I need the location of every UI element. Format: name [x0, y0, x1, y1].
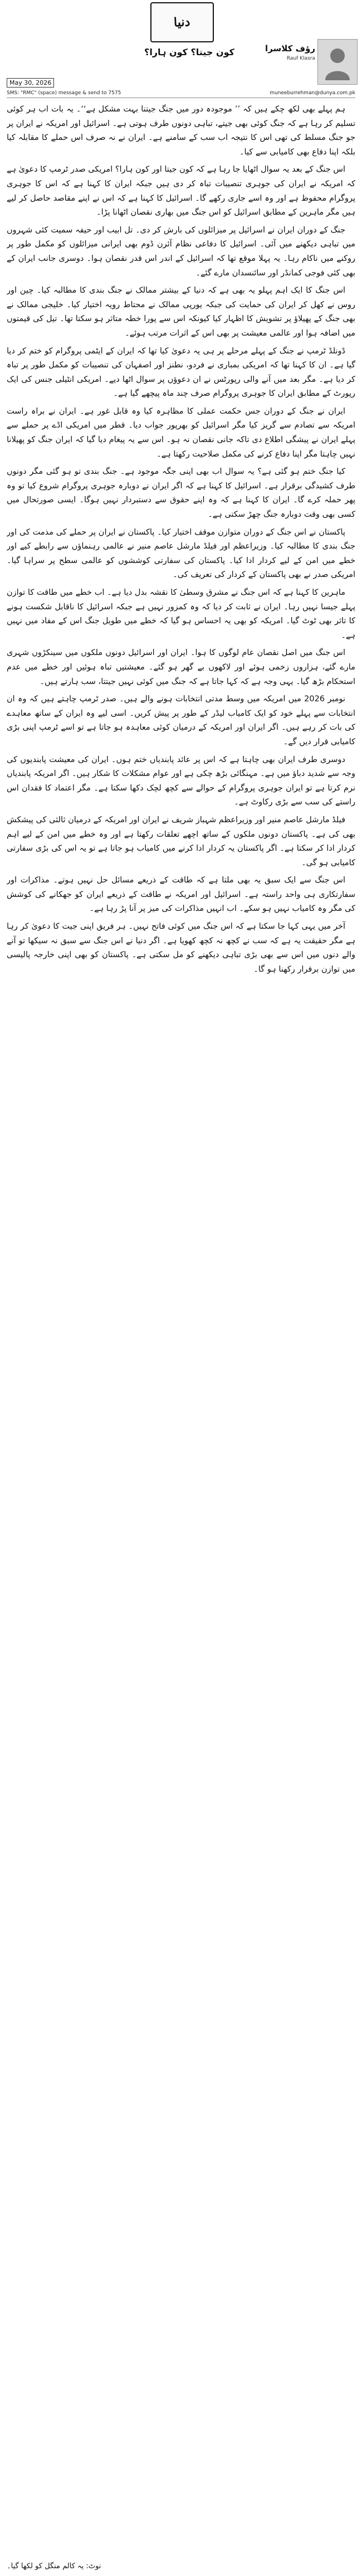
paragraph: کیا جنگ ختم ہو گئی ہے؟ یہ سوال اب بھی اپنی جگہ موجود ہے۔ جنگ بندی تو ہو گئی مگر دونوں طرف کشیدگی برقرار ہے۔ اسرائیل کا کہنا ہے کہ اگر ایران نے دوبارہ جوہری پروگرام شروع کیا تو وہ پھر حملہ کرے گا۔ ایران کا کہنا ہے کہ وہ اپنے حقوق سے دستبردار نہیں ہوگا۔ ایسی صورتحال میں کسی بھی وقت دوبارہ جنگ چھڑ سکتی ہے۔ — [7, 467, 355, 520]
sms-instruction: SMS: "RMC" (space) message & send to 7575 — [7, 90, 121, 96]
paragraph: ڈونلڈ ٹرمپ نے جنگ کے پہلے مرحلے پر ہی یہ دعویٰ کیا تھا کہ ایران کے ایٹمی پروگرام کو ختم کر دیا گیا ہے۔ ان کا کہنا تھا کہ امریکی بمباری نے فردو، نطنز اور اصفہان کی تنصیبات کو مکمل طور پر تباہ کر دیا ہے۔ مگر بعد میں آنے والی رپورٹس نے ان دعوؤں پر سوال اٹھا دیے۔ امریکی انٹیلی جنس کی ایک رپورٹ کے مطابق ایران کا جوہری پروگرام صرف چند ماہ پیچھے گیا ہے۔ — [7, 346, 355, 399]
paragraph: ہم پہلے بھی لکھ چکے ہیں کہ ’’ موجودہ دور میں جنگ جیتنا بہت مشکل ہے‘‘۔ یہ بات اب ہر کوئی تسلیم کر رہا ہے کہ جنگ کوئی بھی جیتے، تباہی دونوں طرف ہوتی ہے۔ اسرائیل اور امریکہ نے ایران پر جو جنگ مسلط کی تھی اس کا نتیجہ اب سب کے سامنے ہے۔ ایران نے نہ صرف اس حملے کا مقابلہ کیا بلکہ اپنا دفاع بھی کامیابی سے کیا۔ — [7, 105, 355, 157]
person-icon — [322, 43, 353, 80]
paragraph: ایران نے جنگ کے دوران جس حکمت عملی کا مظاہرہ کیا وہ قابل غور ہے۔ ایران نے براہ راست امریکہ سے تصادم سے گریز کیا مگر اسرائیل کو بھرپور جواب دیا۔ قطر میں امریکی اڈے پر حملے سے پہلے ایران نے پیشگی اطلاع دی تاکہ جانی نقصان نہ ہو۔ اس سے یہ پیغام دیا گیا کہ ایران جنگ کو پھیلانا نہیں چاہتا مگر اپنا دفاع کرنے کی مکمل صلاحیت رکھتا ہے۔ — [7, 406, 355, 459]
author-photo — [317, 39, 358, 85]
paragraph: ماہرین کا کہنا ہے کہ اس جنگ نے مشرق وسطیٰ کا نقشہ بدل دیا ہے۔ اب خطے میں طاقت کا توازن پہلے جیسا نہیں رہا۔ ایران نے ثابت کر دیا کہ وہ کمزور نہیں ہے جبکہ اسرائیل کا ناقابل شکست ہونے کا تاثر بھی ٹوٹ گیا۔ امریکہ کو بھی یہ احساس ہو گیا کہ خطے میں طویل جنگ اس کے مفاد میں نہیں ہے۔ — [7, 588, 355, 640]
paragraph: اس جنگ سے ایک سبق یہ بھی ملتا ہے کہ طاقت کے ذریعے مسائل حل نہیں ہوتے۔ مذاکرات اور سفارتکاری ہی واحد راستہ ہے۔ اسرائیل اور امریکہ نے طاقت کے ذریعے ایران کو جھکانے کی کوشش کی مگر وہ کامیاب نہیں ہو سکے۔ اب انہیں مذاکرات کی میز پر آنا پڑ رہا ہے۔ — [7, 876, 355, 914]
logo-text: دنیا — [173, 14, 191, 30]
column-headline: کون جیتا؟ کون ہارا؟ — [144, 47, 234, 57]
paragraph: نومبر 2026 میں امریکہ میں وسط مدتی انتخابات ہونے والے ہیں۔ صدر ٹرمپ چاہتے ہیں کہ وہ ان انتخابات سے پہلے خود کو ایک کامیاب لیڈر کے طور پر پیش کریں۔ اسی لیے وہ ایران کے ساتھ معاہدے کی بات کر رہے ہیں۔ اگر ایران اور امریکہ کے درمیان کوئی معاہدہ ہو جاتا ہے تو اسے ٹرمپ اپنی بڑی کامیابی قرار دیں گے۔ — [7, 695, 355, 746]
paragraph: اس جنگ میں اصل نقصان عام لوگوں کا ہوا۔ ایران اور اسرائیل دونوں ملکوں میں سینکڑوں شہری مارے گئے، ہزاروں زخمی ہوئے اور لاکھوں بے گھر ہو گئے۔ معیشتیں تباہ ہوئیں اور خطے میں عدم استحکام بڑھ گیا۔ یہی وجہ ہے کہ کہا جاتا ہے کہ جنگ میں کوئی نہیں جیتتا، سب ہارتے ہیں۔ — [7, 648, 355, 686]
paragraph: آخر میں یہی کہا جا سکتا ہے کہ اس جنگ میں کوئی فاتح نہیں۔ ہر فریق اپنی جیت کا دعویٰ کر رہا ہے مگر حقیقت یہ ہے کہ سب نے کچھ نہ کچھ کھویا ہے۔ اگر دنیا نے اس جنگ سے سبق نہ سیکھا تو آنے والے دنوں میں اس سے بھی بڑی تباہی دیکھنے کو مل سکتی ہے۔ پاکستان کو بھی اپنی خارجہ پالیسی میں توازن برقرار رکھنا ہو گا۔ — [7, 922, 355, 974]
contact-row — [7, 90, 355, 98]
newspaper-logo — [150, 2, 214, 42]
author-name: رؤف کلاسرا — [265, 43, 315, 54]
paragraph: دوسری طرف ایران بھی چاہتا ہے کہ اس پر عائد پابندیاں ختم ہوں۔ ایران کی معیشت پابندیوں کی وجہ سے شدید دباؤ میں ہے۔ مہنگائی بڑھ چکی ہے اور عوام مشکلات کا شکار ہیں۔ اگر امریکہ پابندیاں نرم کرتا ہے تو ایران جوہری پروگرام کے حوالے سے کچھ لچک دکھا سکتا ہے۔ مگر اعتماد کا فقدان اس راستے کی سب سے بڑی رکاوٹ ہے۔ — [7, 755, 355, 807]
paragraph: فیلڈ مارشل عاصم منیر اور وزیراعظم شہباز شریف نے ایران اور امریکہ کے درمیان ثالثی کی پیشکش بھی کی ہے۔ پاکستان دونوں ملکوں کے ساتھ اچھے تعلقات رکھتا ہے اور وہ خطے میں امن کے لیے اہم کردار ادا کر سکتا ہے۔ اگر پاکستان یہ کردار ادا کرنے میں کامیاب ہو جاتا ہے تو یہ اس کی بڑی سفارتی کامیابی ہو گی۔ — [7, 815, 355, 867]
column-body — [7, 103, 355, 2567]
publish-date: May 30, 2026 — [7, 78, 54, 88]
column-footnote: نوٹ: یہ کالم منگل کو لکھا گیا۔ — [7, 2562, 101, 2570]
paragraph: اس جنگ کا ایک اہم پہلو یہ بھی ہے کہ دنیا کے بیشتر ممالک نے جنگ بندی کا مطالبہ کیا۔ چین اور روس نے کھل کر ایران کی حمایت کی جبکہ یورپی ممالک نے محتاط رویہ اختیار کیا۔ خلیجی ممالک نے بھی جنگ کے پھیلاؤ پر تشویش کا اظہار کیا کیونکہ اس سے پورا خطہ متاثر ہو سکتا تھا۔ تیل کی قیمتوں میں اضافہ ہوا اور عالمی معیشت پر بھی اس کے اثرات مرتب ہوئے۔ — [7, 286, 355, 338]
paragraph: جنگ کے دوران ایران نے اسرائیل پر میزائلوں کی بارش کر دی۔ تل ابیب اور حیفہ سمیت کئی شہروں میں تباہی دیکھنے میں آئی۔ اسرائیل کا دفاعی نظام آئرن ڈوم بھی ایرانی میزائلوں کو مکمل طور پر روکنے میں ناکام رہا۔ یہ پہلا موقع تھا کہ اسرائیل کے اندر اس قدر نقصان ہوا۔ دوسری جانب ایران کے بھی کئی فوجی کمانڈر اور سائنسدان مارے گئے۔ — [7, 225, 355, 278]
author-email[interactable]: muneeburrehman@dunya.com.pk — [270, 90, 355, 96]
author-subtitle: Rauf Klasra — [286, 56, 315, 61]
paragraph: پاکستان نے اس جنگ کے دوران متوازن موقف اختیار کیا۔ پاکستان نے ایران پر حملے کی مذمت کی اور جنگ بندی کا مطالبہ کیا۔ وزیراعظم اور فیلڈ مارشل عاصم منیر نے عالمی رہنماؤں سے رابطے کیے اور خطے میں امن کے لیے کردار ادا کیا۔ پاکستان کی سفارتی کوششوں کو عالمی سطح پر سراہا گیا۔ امریکی صدر نے بھی پاکستان کے کردار کی تعریف کی۔ — [7, 527, 355, 580]
paragraph: اس جنگ کے بعد یہ سوال اٹھایا جا رہا ہے کہ کون جیتا اور کون ہارا؟ امریکی صدر ٹرمپ کا دعویٰ ہے کہ امریکہ نے ایران کی جوہری تنصیبات تباہ کر دی ہیں جبکہ ایران کا کہنا ہے کہ اس کا جوہری پروگرام محفوظ ہے اور وہ اسے جاری رکھے گا۔ اسرائیل کا کہنا ہے کہ اس نے اپنے مقاصد حاصل کر لیے ہیں مگر ماہرین کے مطابق اسرائیل کو اس جنگ میں بھاری نقصان اٹھانا پڑا۔ — [7, 165, 355, 217]
